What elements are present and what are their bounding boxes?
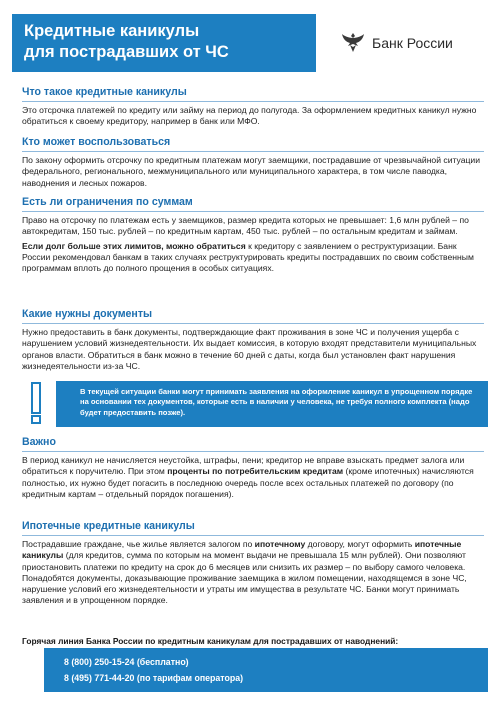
logo-text: Банк России <box>372 35 453 51</box>
page-title <box>24 21 314 63</box>
text-run: Пострадавшие граждане, чье жилье является залогом по <box>22 539 255 549</box>
section-text <box>22 539 484 607</box>
text-run: (для кредитов, сумма по которым на момент выдачи не превышала 15 млн рублей). Они позволяют приостановить платежи по кредиту на срок до 6 месяцев или снизить их размер – по выбору самого человека. Понадобятся документы, доказывающие проживание заемщика в жилом помещении, находящемся в зоне ЧС, нарушение условий его жизнедеятельности и утраты им имущества в результате ЧС. Банки могут принимать заявления и в упрощенном порядке. <box>22 550 467 606</box>
hotline-title: Горячая линия Банка России по кредитным каникулам для пострадавших от наводнений: <box>22 636 399 646</box>
notice-text: В текущей ситуации банки могут принимать заявления на оформление каникул в упрощенном порядке на основании тех документов, которые есть в наличии у человека, не требуя полного комплекта (надо будет предоставить позже). <box>56 381 488 427</box>
section-text: Право на отсрочку по платежам есть у заемщиков, размер кредита которых не превышает: 1,6 млн рублей – по автокредитам, 150 тыс. рублей – по кредитным картам, 450 тыс. рублей – по остальным кредитам и займам. <box>22 215 469 237</box>
section-heading: Кто может воспользоваться <box>22 136 484 152</box>
bold-phrase: Если долг больше этих лимитов, можно обратиться <box>22 240 246 251</box>
section-text: Нужно предоставить в банк документы, подтверждающие факт проживания в зоне ЧС и получения ущерба с нарушением условий жизнедеятельности. Их выдает комиссия, в которую входят представители муниципальных органов власти. Обратиться в банк можно в течение 60 дней с даты, когда был установлен факт нарушения жизнедеятельности из-за ЧС. <box>22 327 477 371</box>
section-text <box>22 455 484 500</box>
text-run: договору, могут оформить <box>305 539 415 549</box>
section-who <box>22 136 484 189</box>
title-line-2: для пострадавших от ЧС <box>24 43 229 61</box>
section-heading: Какие нужны документы <box>22 308 484 324</box>
text-run: (кроме ипотечных) начисляются полностью, их нужно будет погасить в последнюю очередь после всех остальных платежей по договору (по кредитным картам – отдельный порядок погашения). <box>22 466 474 499</box>
hotline-box <box>44 648 488 692</box>
hotline-phone-paid: 8 (495) 771-44-20 (по тарифам оператора) <box>64 673 244 683</box>
text-run: В период каникул не начисляется неустойка, штрафы, пени; кредитор не вправе взыскать предмет залога или обратиться к поручителю. При этом <box>22 455 465 477</box>
bold-phrase: ипотечному <box>254 539 306 549</box>
section-important <box>22 436 484 500</box>
section-limits <box>22 196 484 274</box>
section-docs <box>22 308 484 372</box>
eagle-emblem-icon <box>340 30 366 56</box>
section-text-restructuring <box>22 241 484 275</box>
exclamation-icon <box>22 381 52 425</box>
bold-phrase: проценты по потребительским кредитам <box>167 466 344 477</box>
section-heading: Что такое кредитные каникулы <box>22 86 484 102</box>
section-what <box>22 86 484 128</box>
hotline-phone-free: 8 (800) 250-15-24 (бесплатно) <box>64 657 189 667</box>
section-heading: Важно <box>22 436 484 452</box>
section-text: Это отсрочка платежей по кредиту или займу на период до полугода. За оформлением кредитных каникул нужно обратиться к своему кредитору, например в банк или МФО. <box>22 105 477 127</box>
notice-callout <box>22 381 488 427</box>
section-mortgage <box>22 520 484 607</box>
title-line-1: Кредитные каникулы <box>24 22 200 40</box>
section-heading: Есть ли ограничения по суммам <box>22 196 484 212</box>
text-run: к кредитору с заявлением о реструктуризации. Банк России рекомендовал банкам в таких случаях реструктурировать кредиты пострадавших по своим собственным программам вплоть до полного прощения в особых ситуациях. <box>22 240 474 274</box>
bank-logo <box>340 30 453 56</box>
section-heading: Ипотечные кредитные каникулы <box>22 520 484 536</box>
section-text: По закону оформить отсрочку по кредитным платежам могут заемщики, пострадавшие от чрезвычайной ситуации федерального, регионального, межмуниципального или муниципального характера, в том числе паводка, наводнения и лесных пожаров. <box>22 155 481 188</box>
bold-phrase: ипотечные каникулы <box>22 539 462 561</box>
